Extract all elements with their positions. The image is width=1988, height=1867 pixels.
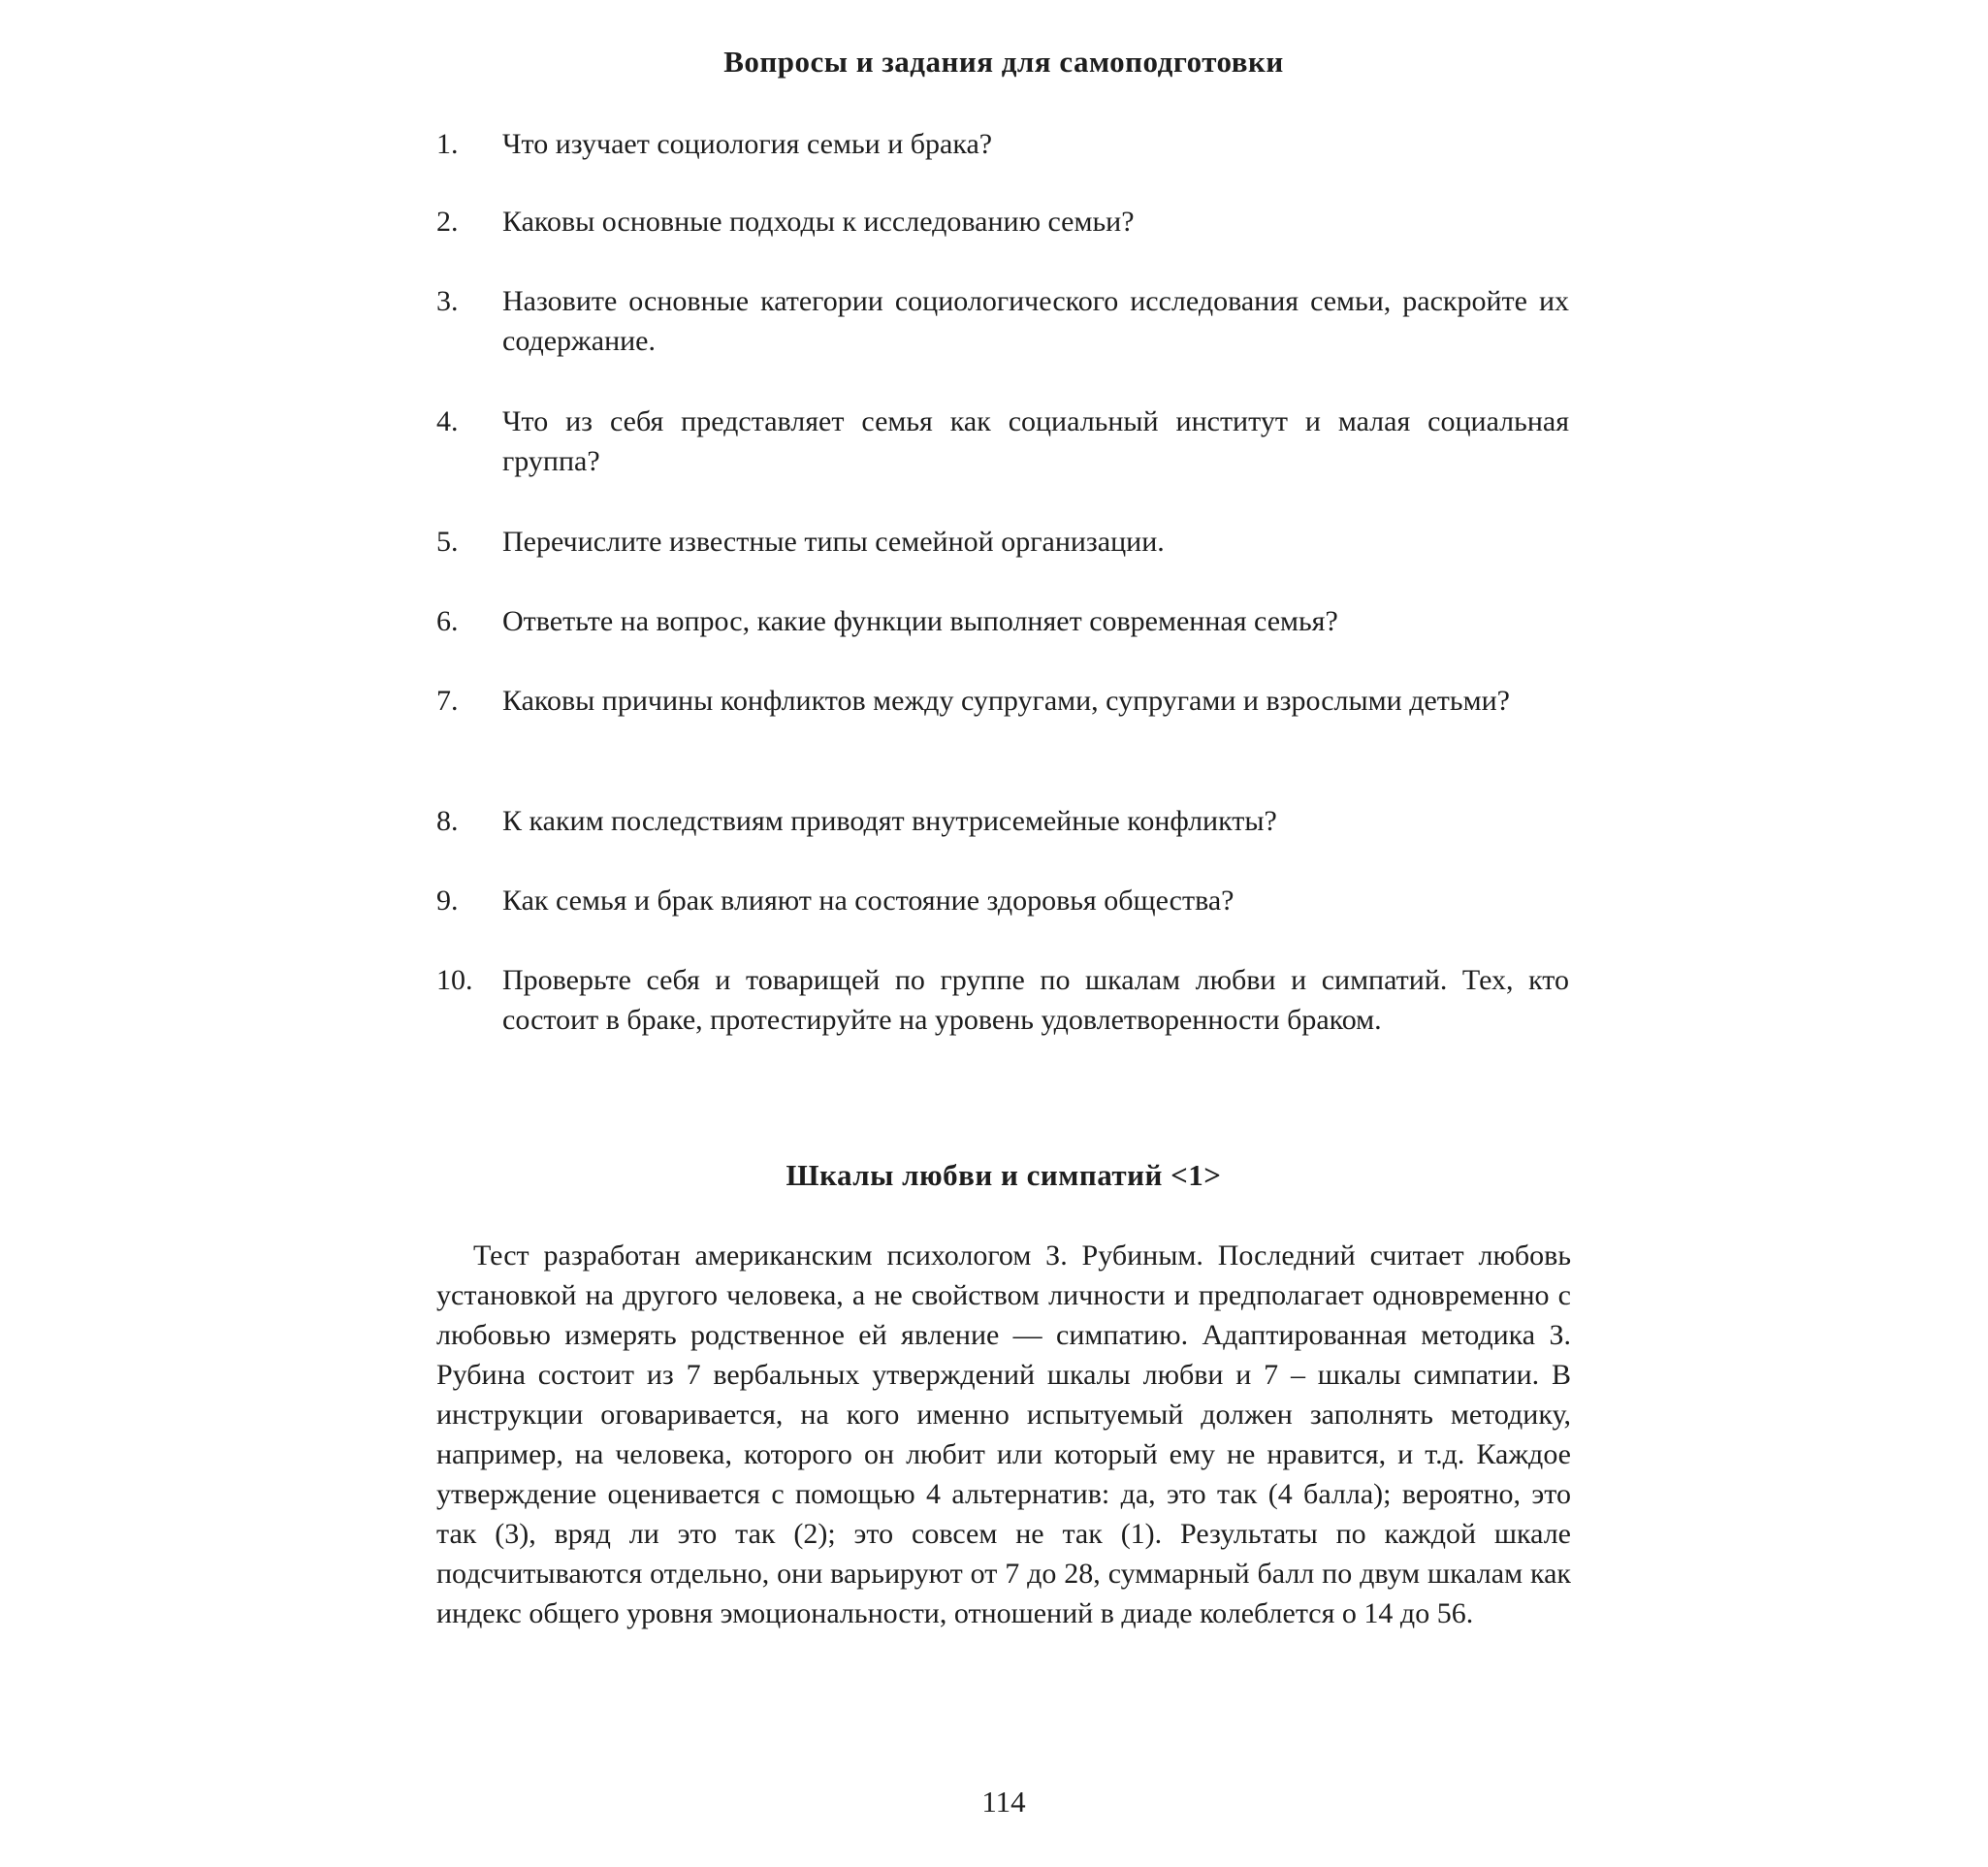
section-title: Вопросы и задания для самоподготовки xyxy=(723,45,1284,79)
question-number: 9. xyxy=(436,885,459,917)
question-text: Перечислите известные типы семейной организации. xyxy=(502,526,1165,558)
question-text: Каковы причины конфликтов между супругами, супругами и взрослыми детьми? xyxy=(502,685,1510,717)
question-number: 6. xyxy=(436,605,459,637)
subsection-title: Шкалы любви и симпатий <1> xyxy=(786,1158,1222,1192)
question-text: Каковы основные подходы к исследованию семьи? xyxy=(502,206,1135,238)
question-text: Что из себя представляет семья как социальный институт и малая социальная группа? xyxy=(502,405,1569,477)
question-text: Назовите основные категории социологического исследования семьи, раскройте их содержание. xyxy=(502,285,1569,357)
page-number: 114 xyxy=(981,1785,1026,1819)
body-paragraph: Тест разработан американским психологом З. Рубиным. Последний считает любовь установкой на другого человека, а не свойством личности и предполагает одновременно с любовью измерять родственное ей явление — симпатию. Адаптированная методика З. Рубина состоит из 7 вербальных утверждений шкалы любви и 7 – шкалы симпатии. В инструкции оговаривается, на кого именно испытуемый должен заполнять методику, например, на человека, которого он любит или который ему не нравится, и т.д. Каждое утверждение оценивается с помощью 4 альтернатив: да, это так (4 балла); вероятно, это так (3), вряд ли это так (2); это совсем не так (1). Результаты по каждой шкале подсчитываются отдельно, они варьируют от 7 до 28, суммарный балл по двум шкалам как индекс общего уровня эмоциональности, отношений в диаде колеблется о 14 до 56. xyxy=(436,1239,1571,1629)
question-text: Проверьте себя и товарищей по группе по шкалам любви и симпатий. Тех, кто состоит в браке, протестируйте на уровень удовлетворенности браком. xyxy=(502,964,1569,1036)
question-number: 5. xyxy=(436,526,459,558)
question-number: 4. xyxy=(436,405,459,437)
question-number: 2. xyxy=(436,206,459,238)
question-text: Ответьте на вопрос, какие функции выполняет современная семья? xyxy=(502,605,1338,637)
question-number: 1. xyxy=(436,128,459,160)
question-number: 3. xyxy=(436,285,459,317)
question-number: 8. xyxy=(436,805,459,837)
question-text: Как семья и брак влияют на состояние здоровья общества? xyxy=(502,885,1234,917)
question-number: 7. xyxy=(436,685,459,717)
question-number: 10. xyxy=(436,964,473,996)
question-text: Что изучает социология семьи и брака? xyxy=(502,128,993,160)
question-text: К каким последствиям приводят внутрисемейные конфликты? xyxy=(502,805,1277,837)
